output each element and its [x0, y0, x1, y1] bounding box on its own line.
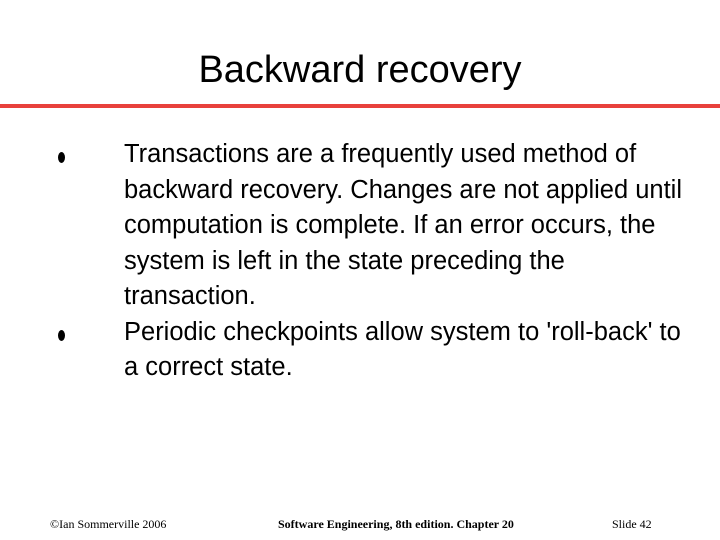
slide-title: Backward recovery: [198, 49, 522, 91]
bullet-text: Periodic checkpoints allow system to 'roll-back' to a correct state.: [124, 317, 681, 381]
footer-slide-number: Slide 42: [612, 517, 652, 531]
footer-book-title: Software Engineering, 8th edition. Chapter 20: [278, 517, 514, 531]
footer-copyright: ©Ian Sommerville 2006: [50, 517, 167, 531]
bullet-dot-icon: [58, 330, 65, 341]
bullet-list: [58, 137, 698, 386]
bullet-dot-icon: [58, 152, 65, 163]
bullet-text: Transactions are a frequently used method of backward recovery. Changes are not applied until computation is complete. If an error occurs, the system is left in the state preceding the transaction.: [124, 140, 683, 310]
bullet-item: [58, 315, 698, 386]
bullet-item: [58, 137, 698, 315]
title-divider: [0, 104, 720, 108]
